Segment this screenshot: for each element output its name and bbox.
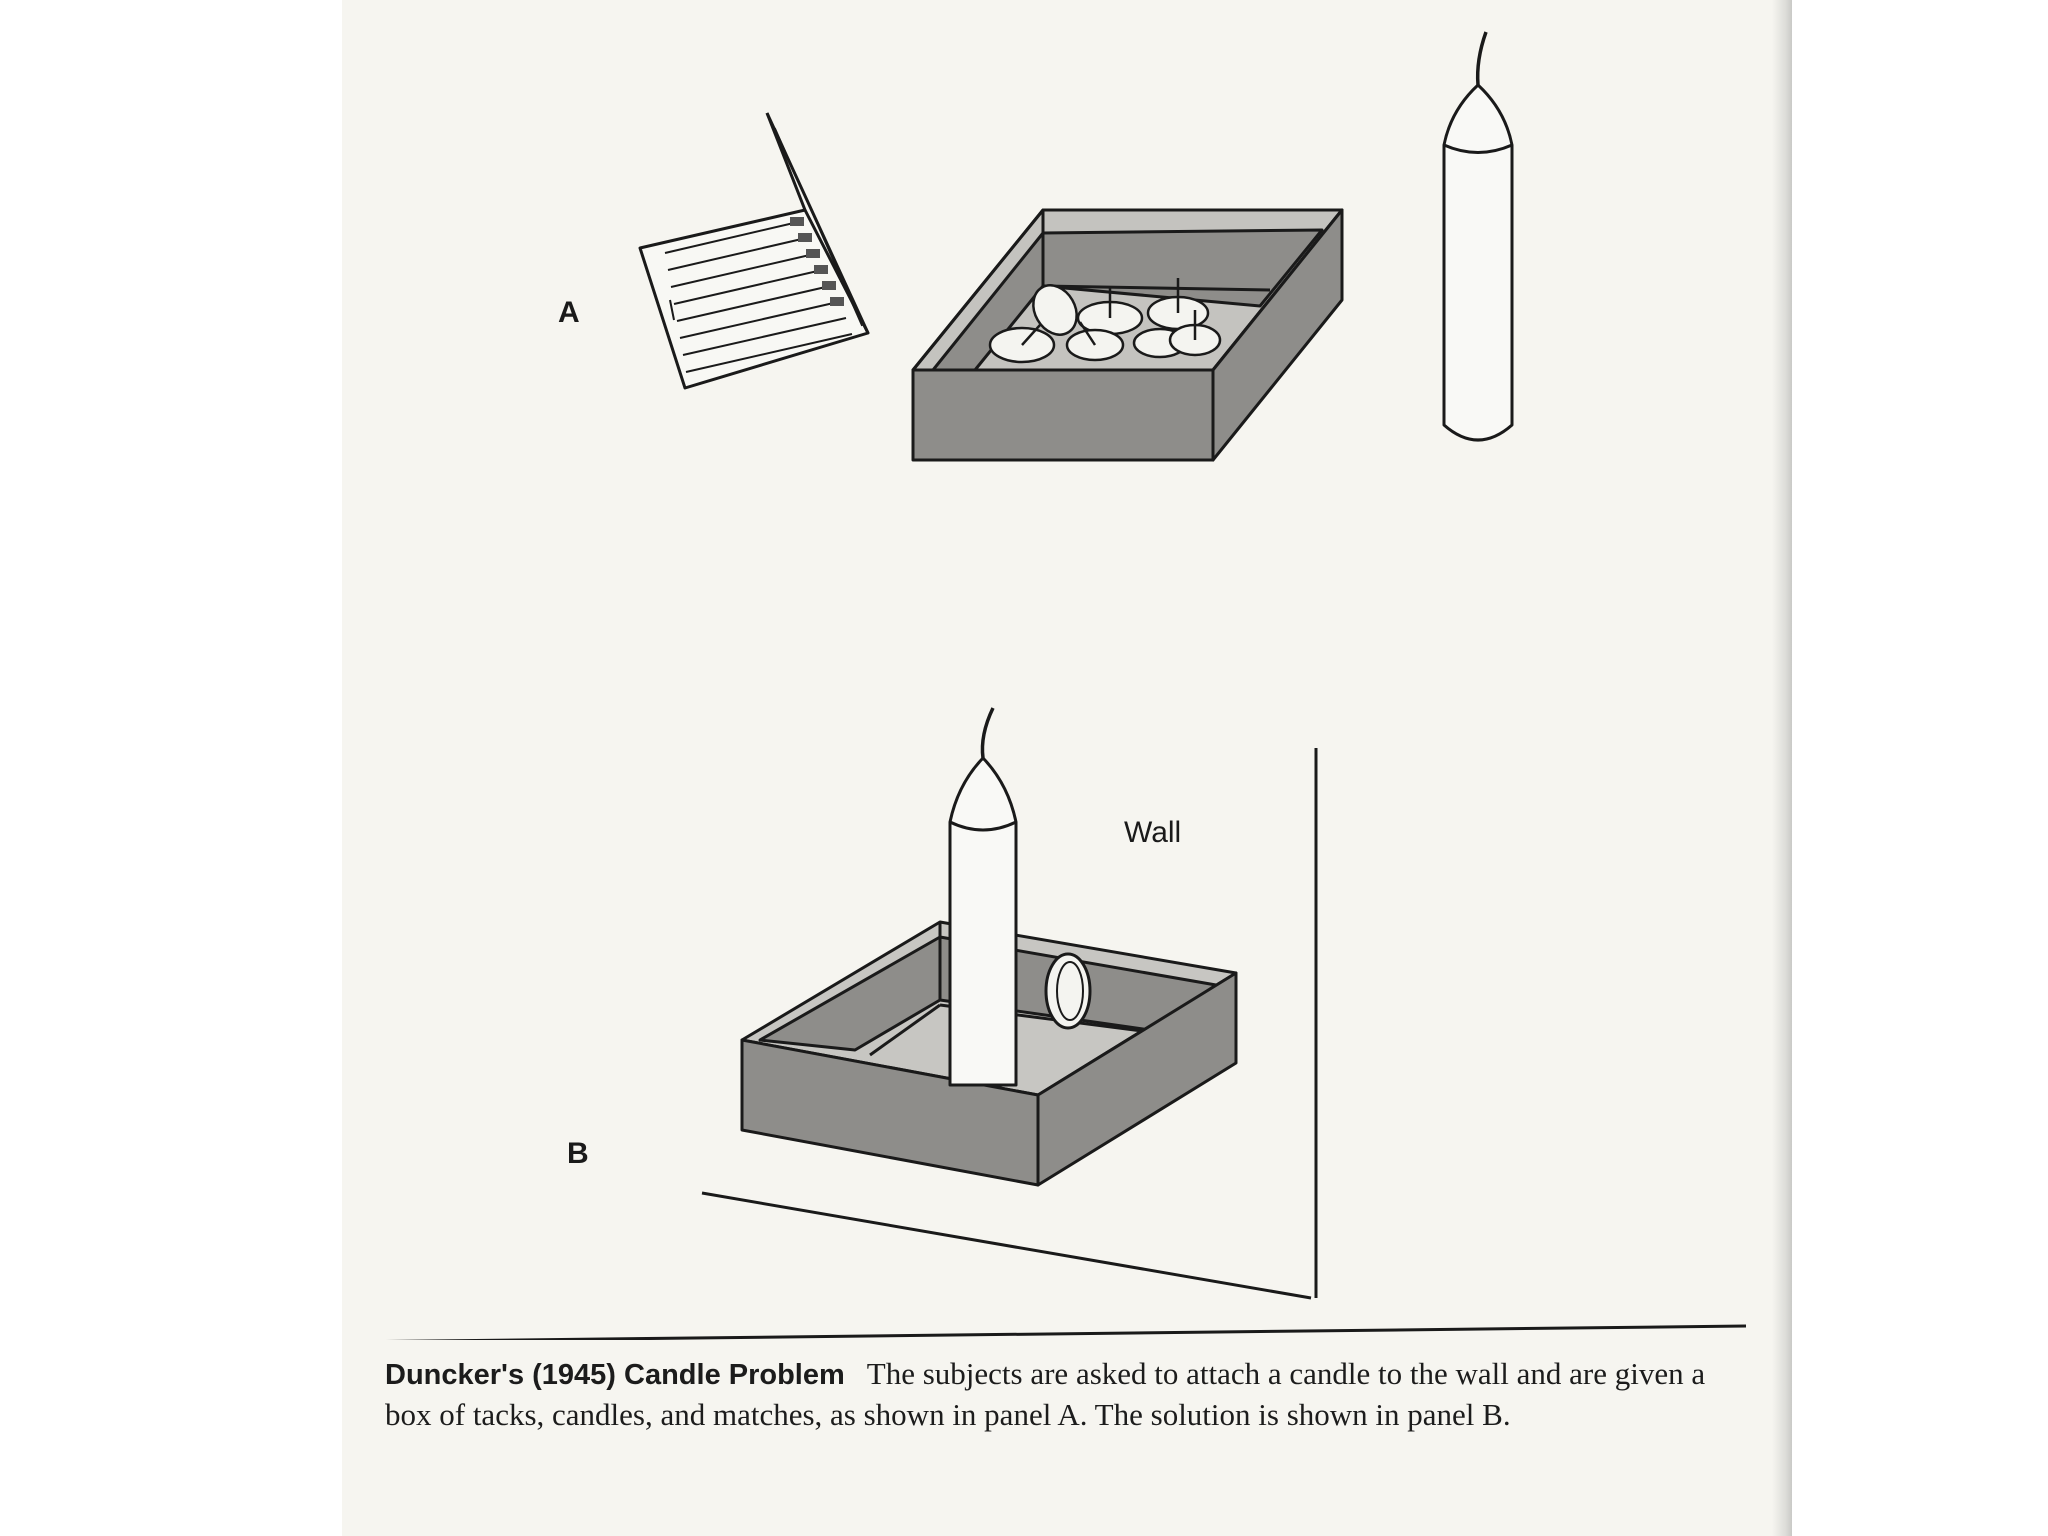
matchbook-illustration xyxy=(640,113,868,388)
wall-label: Wall xyxy=(1124,816,1182,849)
tack-box-illustration xyxy=(913,210,1342,460)
panel-a-label: A xyxy=(558,296,580,329)
candle-illustration-a xyxy=(1444,32,1512,440)
candle-illustration-b xyxy=(950,708,1016,1085)
panel-b-label: B xyxy=(567,1137,589,1170)
caption-rule xyxy=(342,1326,1746,1340)
caption-text: The subjects are asked to attach a candle to the wall and are given a box of tacks, candles, and matches, as shown in panel A. The solution is shown in panel B. xyxy=(385,1356,1706,1432)
figure-caption xyxy=(385,1354,1730,1435)
caption-title: Duncker's (1945) Candle Problem xyxy=(385,1359,845,1391)
